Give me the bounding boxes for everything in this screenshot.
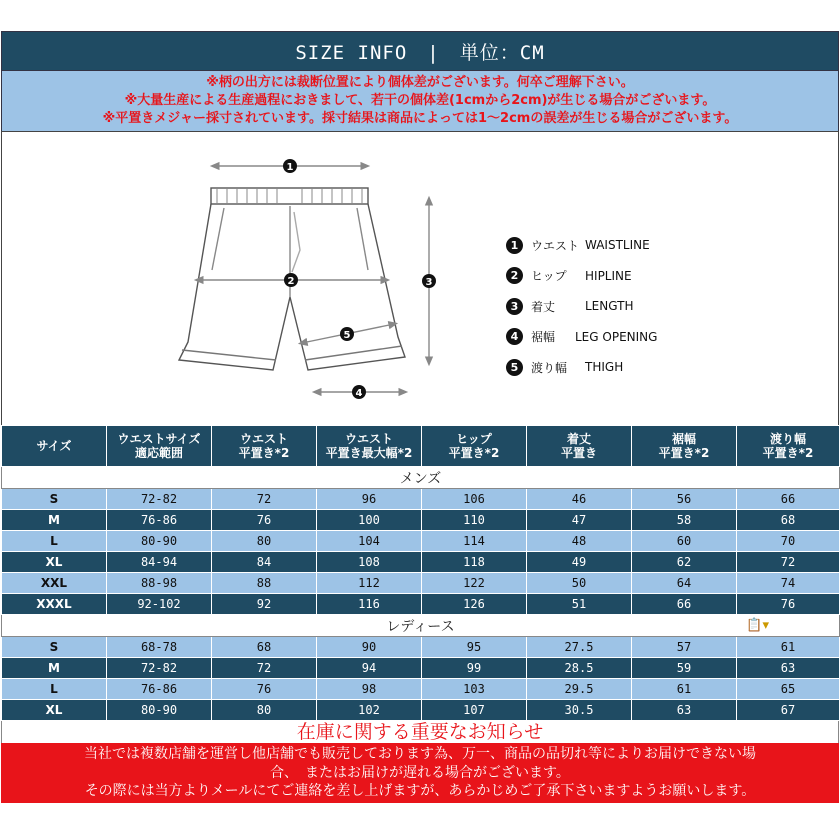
table-cell: 61 [632,679,737,700]
table-cell: 92-102 [107,594,212,615]
paste-options-icon[interactable]: 📋▾ [746,617,769,632]
table-cell: XL [2,700,107,721]
table-row [2,679,840,700]
size-info-sheet [1,31,839,803]
table-cell: 72 [212,489,317,510]
table-cell: 126 [422,594,527,615]
table-row [2,594,840,615]
legend-en: THIGH [585,360,624,375]
table-cell: 28.5 [527,658,632,679]
table-cell: 84 [212,552,317,573]
table-row [2,531,840,552]
legend-item [506,230,657,261]
header-thigh: 渡り幅 平置き*2 [737,426,840,467]
legend-item [506,261,657,292]
table-row [2,700,840,721]
table-cell: 72 [737,552,840,573]
marker-label: 4 [355,388,363,399]
table-cell: 76-86 [107,510,212,531]
table-cell: 80-90 [107,531,212,552]
legend-item [506,291,657,322]
table-cell: 63 [632,700,737,721]
notice-box [1,71,839,131]
legend-number: 3 [506,298,523,315]
inventory-notice-body [1,743,839,803]
table-cell: 70 [737,531,840,552]
table-cell: 62 [632,552,737,573]
table-cell: 112 [317,573,422,594]
table-cell: 104 [317,531,422,552]
table-cell: 114 [422,531,527,552]
table-cell: 76-86 [107,679,212,700]
legend-jp: 渡り幅 [531,360,568,375]
table-cell: 58 [632,510,737,531]
table-cell: 90 [317,637,422,658]
table-cell: 60 [632,531,737,552]
table-cell: 57 [632,637,737,658]
inventory-notice-title: 在庫に関する重要なお知らせ [1,721,839,743]
legend-jp: 裾幅 [531,330,556,345]
table-cell: 65 [737,679,840,700]
table-cell: 74 [737,573,840,594]
table-cell: 56 [632,489,737,510]
table-cell: 66 [737,489,840,510]
legend-en: HIPLINE [585,268,632,283]
legend-en: WAISTLINE [585,238,650,253]
size-table [1,425,840,721]
header-size: サイズ [2,426,107,467]
table-cell: 63 [737,658,840,679]
table-cell: 68 [212,637,317,658]
header-length: 着丈 平置き [527,426,632,467]
table-cell: M [2,658,107,679]
table-cell: 122 [422,573,527,594]
table-cell: 118 [422,552,527,573]
measurement-diagram [1,131,839,425]
section-ladies [2,615,840,637]
table-cell: 68-78 [107,637,212,658]
header-leg-opening: 裾幅 平置き*2 [632,426,737,467]
table-cell: 110 [422,510,527,531]
table-cell: XL [2,552,107,573]
table-row [2,552,840,573]
legend-number: 2 [506,267,523,284]
table-cell: L [2,531,107,552]
table-cell: 68 [737,510,840,531]
table-cell: 72-82 [107,658,212,679]
table-row [2,573,840,594]
marker-label: 2 [287,276,295,287]
table-cell: 49 [527,552,632,573]
table-cell: 64 [632,573,737,594]
section-mens [2,467,840,489]
table-cell: 103 [422,679,527,700]
table-cell: 107 [422,700,527,721]
table-cell: 80-90 [107,700,212,721]
table-cell: 61 [737,637,840,658]
notice-line: ※大量生産による生産過程におきまして、若干の個体差(1cmから2cm)が生じる場合がございます。 [124,93,716,108]
table-cell: XXL [2,573,107,594]
table-cell: 30.5 [527,700,632,721]
legend-jp: ヒップ [531,269,567,284]
table-cell: 47 [527,510,632,531]
table-cell: M [2,510,107,531]
table-cell: L [2,679,107,700]
table-cell: 80 [212,700,317,721]
marker-label: 1 [286,162,294,173]
legend-item [506,322,657,353]
table-row [2,637,840,658]
marker-label: 3 [425,277,433,288]
table-cell: 72 [212,658,317,679]
measurement-legend [506,230,657,383]
table-cell: 50 [527,573,632,594]
header-hip: ヒップ 平置き*2 [422,426,527,467]
table-cell: 100 [317,510,422,531]
table-cell: 67 [737,700,840,721]
legend-en: LENGTH [585,299,634,314]
section-label: メンズ [2,467,840,489]
table-cell: S [2,489,107,510]
inventory-line: その際には当方よりメールにてご連絡を差し上げますが、あらかじめご了承下さいますようお願いします。 [84,783,756,800]
table-row [2,489,840,510]
legend-jp: 着丈 [531,299,556,314]
table-cell: 27.5 [527,637,632,658]
table-cell: 66 [632,594,737,615]
table-cell: 99 [422,658,527,679]
table-header-row [2,426,840,467]
table-cell: 46 [527,489,632,510]
table-cell: 94 [317,658,422,679]
header-waist-max: ウエスト 平置き最大幅*2 [317,426,422,467]
table-cell: 95 [422,637,527,658]
notice-line: ※柄の出方には裁断位置により個体差がございます。何卒ご理解下さい。 [206,75,634,90]
table-cell: 48 [527,531,632,552]
table-cell: 80 [212,531,317,552]
table-cell: 84-94 [107,552,212,573]
table-cell: 76 [212,510,317,531]
legend-en: LEG OPENING [575,329,658,344]
inventory-line: 合、 またはお届けが遅れる場合がございます。 [270,764,570,781]
table-row [2,658,840,679]
table-cell: 98 [317,679,422,700]
shorts-illustration [2,132,840,425]
table-cell: 88-98 [107,573,212,594]
table-cell: 59 [632,658,737,679]
table-row [2,510,840,531]
legend-number: 5 [506,359,523,376]
marker-label: 5 [343,330,351,341]
table-cell: 102 [317,700,422,721]
table-cell: 72-82 [107,489,212,510]
table-cell: 92 [212,594,317,615]
table-cell: 96 [317,489,422,510]
section-label: レディース 📋▾ [2,615,840,637]
table-cell: 108 [317,552,422,573]
table-cell: 116 [317,594,422,615]
legend-number: 4 [506,328,523,345]
table-cell: S [2,637,107,658]
legend-jp: ウエスト [531,238,580,253]
table-cell: 29.5 [527,679,632,700]
table-cell: 51 [527,594,632,615]
legend-number: 1 [506,237,523,254]
inventory-line: 当社では複数店舗を運営し他店舗でも販売しております為、万一、商品の品切れ等によりお届けできない場 [84,746,756,763]
table-cell: 88 [212,573,317,594]
header-waist-range: ウエストサイズ 適応範囲 [107,426,212,467]
table-cell: 76 [737,594,840,615]
table-cell: 106 [422,489,527,510]
page-title: SIZE INFO | 単位：CM [1,31,839,71]
table-cell: 76 [212,679,317,700]
header-waist: ウエスト 平置き*2 [212,426,317,467]
legend-item [506,352,657,383]
notice-line: ※平置きメジャー採寸されています。採寸結果は商品によっては1～2cmの誤差が生じる場合がございます。 [102,111,738,126]
table-cell: XXXL [2,594,107,615]
